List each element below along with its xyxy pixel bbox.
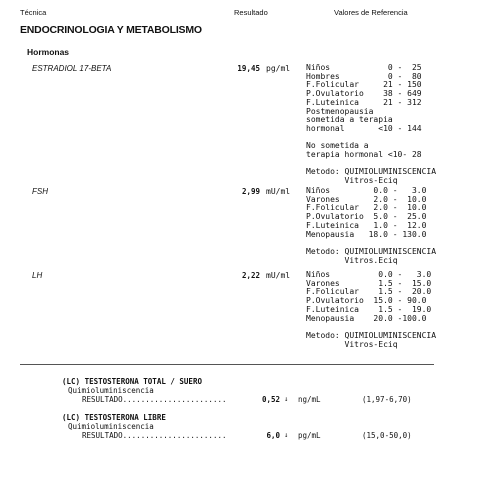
test-unit: mU/ml bbox=[266, 187, 291, 196]
lc-result-unit: pg/mL bbox=[298, 431, 321, 440]
test-reference: Niños 0.0 - 3.0 Varones 2.0 - 10.0 F.Folicular 2.0 - 10.0 P.Ovulatorio 5.0 - 25.0 F.Luteinica 1.0 - 12.0 Menopausia 18.0 - 130.0 Metodo: QUIMIOLUMINISCENCIA Vitros.Eciq bbox=[306, 186, 437, 265]
section-divider bbox=[20, 364, 434, 365]
test-unit: pg/ml bbox=[266, 64, 291, 73]
test-name: ESTRADIOL 17-BETA bbox=[32, 64, 112, 73]
section-title: ENDOCRINOLOGIA Y METABOLISMO bbox=[20, 24, 202, 36]
lc-result-unit: ng/mL bbox=[298, 395, 321, 404]
test-result: 19,45 bbox=[237, 64, 260, 73]
column-header-valores: Valores de Referencia bbox=[334, 8, 408, 17]
lc-result-label: RESULTADO....................... bbox=[82, 431, 227, 440]
test-name: FSH bbox=[32, 187, 48, 196]
low-flag-icon: ↓ bbox=[284, 395, 289, 403]
lc-result-value: 0,52 bbox=[261, 395, 280, 404]
lc-result-value: 6,0 bbox=[266, 431, 280, 440]
low-flag-icon: ↓ bbox=[284, 431, 289, 439]
test-unit: mU/ml bbox=[266, 271, 291, 280]
lc-result-range: (15,0-50,0) bbox=[362, 431, 412, 440]
column-header-tecnica: Técnica bbox=[20, 8, 47, 17]
column-header-resultado: Resultado bbox=[234, 8, 268, 17]
test-name: LH bbox=[32, 271, 43, 280]
test-result: 2,99 bbox=[241, 187, 260, 196]
test-reference: Niños 0.0 - 3.0 Varones 1.5 - 15.0 F.Folicular 1.5 - 20.0 P.Ovulatorio 15.0 - 90.0 F.Luteinica 1.5 - 19.0 Menopausia 20.0 -100.0 Metodo: QUIMIOLUMINISCENCIA Vitros-Eciq bbox=[306, 270, 437, 349]
lc-test-title: (LC) TESTOSTERONA TOTAL / SUERO bbox=[62, 377, 202, 386]
lc-test-method: Quimioluminiscencia bbox=[68, 386, 154, 395]
test-result: 2,22 bbox=[241, 271, 260, 280]
test-reference: Niños 0 - 25 Hombres 0 - 80 F.Folicular 21 - 150 P.Ovulatorio 38 - 649 F.Luteinica 21 - 312 Postmenopausia sometida a terapia hormonal <10 - 144 No sometida a terapia hormonal <10- 28 Metodo: QUIMIOLUMINISCENCIA Vitros-Eciq bbox=[306, 63, 437, 186]
lc-test-title: (LC) TESTOSTERONA LIBRE bbox=[62, 413, 166, 422]
group-title: Hormonas bbox=[27, 47, 70, 57]
lc-result-label: RESULTADO....................... bbox=[82, 395, 227, 404]
lc-result-range: (1,97-6,70) bbox=[362, 395, 412, 404]
lc-test-method: Quimioluminiscencia bbox=[68, 422, 154, 431]
